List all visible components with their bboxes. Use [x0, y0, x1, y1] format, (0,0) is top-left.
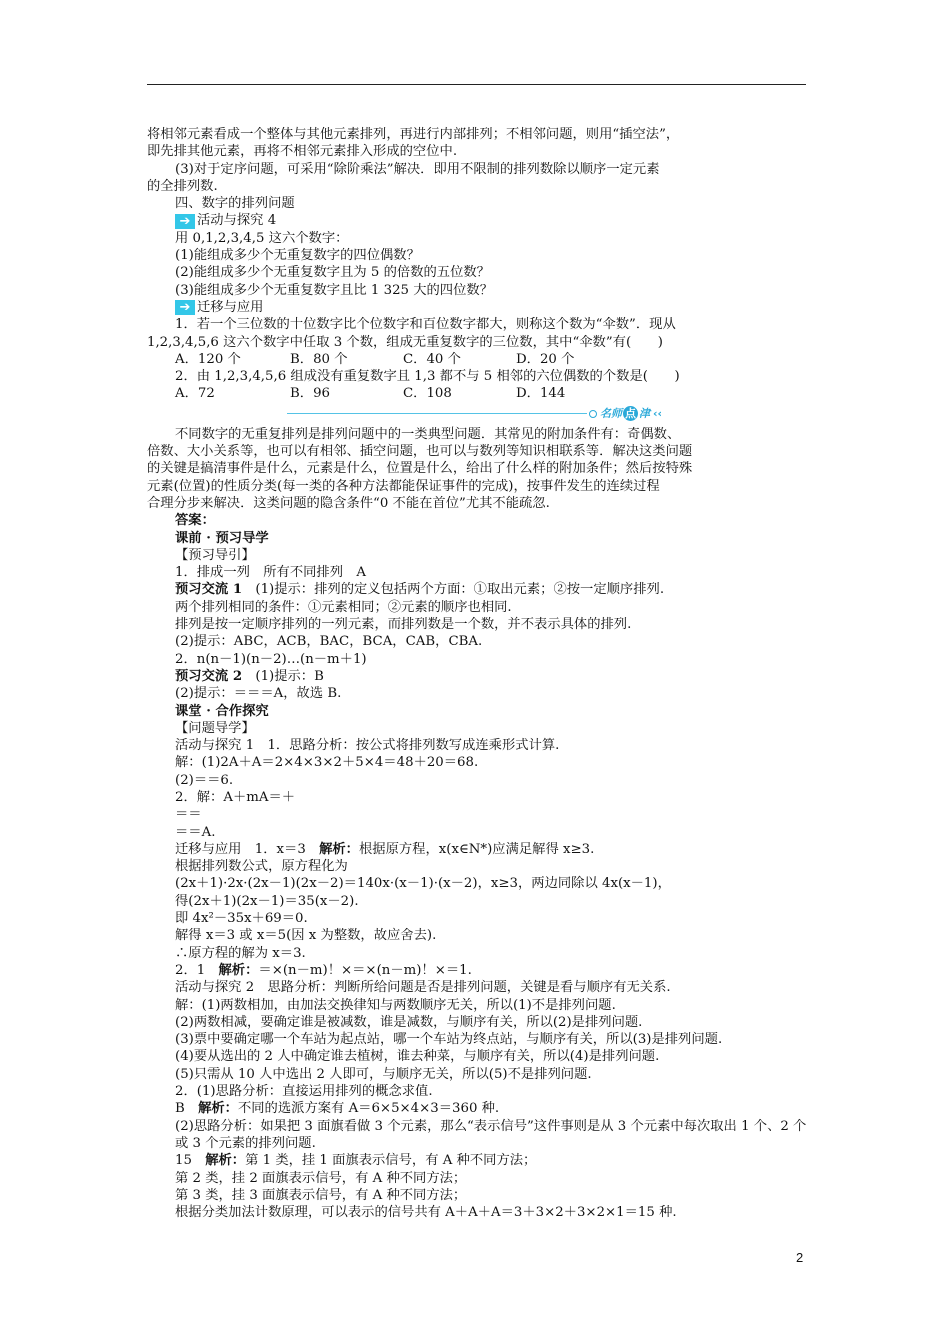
- badge-circle: 点: [625, 407, 636, 421]
- choice-b: B．96: [290, 386, 330, 402]
- choice-c: C．108: [403, 386, 452, 402]
- text-line: (2)思路分析：如果把 3 面旗看做 3 个元素，那么“表示信号”这件事则是从 3 个元素中每次取出 1 个、2 个或 3 个元素的排列问题.: [175, 1118, 807, 1151]
- text-line: (2)能组成多少个无重复数字且为 5 的倍数的五位数？: [175, 265, 490, 281]
- choice-a: A．72: [175, 386, 215, 402]
- tips-divider: [147, 404, 812, 424]
- question-line: 1．若一个三位数的十位数字比个位数字和百位数字都大，则称这个数为“伞数”．现从: [175, 317, 676, 333]
- section-title: 四、数字的排列问题: [175, 196, 295, 212]
- analysis-label: 解析：: [319, 841, 359, 857]
- exchange-text: (1)提示：B: [255, 668, 324, 684]
- badge-text-left: 名师: [600, 407, 622, 421]
- tip-line: 元素(位置)的性质分类(每一类的各种方法都能保证事件的完成)，按事件发生的连续过程: [147, 478, 660, 494]
- answer-prefix: 2．1: [175, 962, 219, 978]
- text-line: [147, 962, 812, 979]
- text-line: 的全排列数.: [147, 178, 218, 194]
- tip-line: 的关键是搞清事件是什么，元素是什么，位置是什么，给出了什么样的附加条件；然后按特殊: [147, 461, 693, 477]
- analysis-label: 解析：: [198, 1101, 238, 1117]
- sub-heading: 【问题导学】: [175, 720, 255, 736]
- text-line: ∴原方程的解为 x＝3.: [175, 945, 306, 961]
- answer-prefix: 15: [175, 1153, 206, 1169]
- circle-dot-icon: [589, 410, 597, 418]
- text-line: (2)＝＝6.: [175, 772, 234, 788]
- text-line: 第 2 类，挂 2 面旗表示信号，有 A 种不同方法；: [175, 1170, 467, 1186]
- divider-line: [287, 413, 587, 414]
- text-line: [147, 1152, 812, 1169]
- text-line: (2x＋1)·2x·(2x－1)(2x－2)＝140x·(x－1)·(x－2)，x≥3，两边同除以 4x(x－1)，: [175, 876, 671, 892]
- text-line: [147, 668, 812, 685]
- activity-tag: [147, 212, 812, 229]
- choice-d: D．144: [516, 386, 566, 402]
- chevron-left-icon: ‹‹: [653, 407, 663, 421]
- text-line: 将相邻元素看成一个整体与其他元素排列，再进行内部排列；不相邻问题，则用“插空法”，: [147, 127, 680, 142]
- text-line: 两个排列相同的条件：①元素相同；②元素的顺序也相同.: [175, 599, 512, 615]
- arrow-right-icon: ➔: [175, 214, 195, 229]
- text-line: 解：(1)2A＋A＝2×4×3×2＋5×4＝48＋20＝68.: [175, 755, 479, 771]
- tips-badge: [589, 406, 662, 422]
- text-line: 第 3 类，挂 3 面旗表示信号，有 A 种不同方法；: [175, 1187, 467, 1203]
- text-line: 得(2x＋1)(2x－1)＝35(x－2).: [175, 893, 359, 909]
- analysis-text: 根据原方程，x(x∈N*)应满足解得 x≥3.: [358, 841, 595, 857]
- text-line: 即先排其他元素，再将不相邻元素排入形成的空位中.: [147, 144, 458, 160]
- tip-line: 合理分步来解决．这类问题的隐含条件“0 不能在首位”尤其不能疏忽.: [147, 495, 550, 511]
- text-line: 活动与探究 1 1．思路分析：按公式将排列数写成连乘形式计算.: [175, 738, 560, 754]
- text-line: [147, 841, 812, 858]
- analysis-text: 不同的选派方案有 A＝6×5×4×3＝360 种.: [237, 1101, 500, 1117]
- text-line: 即 4x²－35x＋69＝0.: [175, 911, 308, 927]
- choice-a: A．120 个: [175, 351, 241, 367]
- text-line: ＝＝: [175, 807, 202, 823]
- text-line: 解得 x＝3 或 x＝5(因 x 为整数，故应舍去).: [175, 928, 437, 944]
- question-line: 1,2,3,4,5,6 这六个数字中任取 3 个数，组成无重复数字的三位数，其中“伞数”有( ): [147, 334, 663, 350]
- sub-heading: 【预习导引】: [175, 547, 255, 563]
- badge-text-right: 津: [639, 407, 650, 421]
- text-line: (5)只需从 10 人中选出 2 人即可，与顺序无关，所以(5)不是排列问题.: [175, 1066, 592, 1082]
- text-line: 1．排成一列 所有不同排列 A: [175, 565, 366, 581]
- analysis-text: 第 1 类，挂 1 面旗表示信号，有 A 种不同方法；: [245, 1153, 537, 1169]
- text-line: (3)能组成多少个无重复数字且比 1 325 大的四位数？: [175, 282, 493, 298]
- text-line: (2)提示：＝＝＝A，故选 B.: [175, 686, 342, 702]
- text-line: (2)提示：ABC，ACB，BAC，BCA，CAB，CBA.: [175, 634, 483, 650]
- text-line: (2)两数相减，要确定谁是被减数，谁是减数，与顺序有关，所以(2)是排列问题.: [175, 1014, 643, 1030]
- choice-b: B．80 个: [290, 351, 348, 367]
- section-heading: 课堂 · 合作探究: [175, 703, 269, 719]
- tip-line: 倍数、大小关系等，也可以有相邻、插空问题，也可以与数列等知识相联系等．解决这类问题: [147, 444, 693, 460]
- answer-prefix: B: [175, 1101, 199, 1117]
- text-line: 2．n(n－1)(n－2)…(n－m＋1): [175, 651, 367, 667]
- choice-d: D．20 个: [516, 351, 575, 367]
- exchange-label: 预习交流 2: [175, 668, 243, 684]
- text-line: 排列是按一定顺序排列的一列元素，而排列数是一个数，并不表示具体的排列.: [175, 617, 632, 633]
- text-line: (1)能组成多少个无重复数字的四位偶数？: [175, 248, 420, 264]
- text-line: (4)要从选出的 2 人中确定谁去植树，谁去种菜，与顺序有关，所以(4)是排列问题.: [175, 1049, 660, 1065]
- text-line: [147, 581, 812, 598]
- choice-c: C．40 个: [403, 351, 461, 367]
- exchange-label: 预习交流 1: [175, 582, 243, 598]
- analysis-label: 解析：: [205, 1153, 246, 1169]
- choices-q1: [147, 351, 812, 368]
- text-line: 2．解：A＋mA＝＋: [175, 789, 296, 805]
- document-body: [147, 126, 812, 1221]
- practice-tag-label: 迁移与应用: [197, 299, 264, 315]
- question-line: 2．由 1,2,3,4,5,6 组成没有重复数字且 1,3 都不与 5 相邻的六位偶数的个数是( ): [175, 369, 680, 385]
- text-line: (3)对于定序问题，可采用“除阶乘法”解决．即用不限制的排列数除以顺序一定元素: [175, 161, 660, 177]
- page-number: 2: [796, 1250, 804, 1265]
- text-line: ＝＝A.: [175, 824, 216, 840]
- section-heading: 课前 · 预习导学: [175, 530, 269, 546]
- text-line: 用 0,1,2,3,4,5 这六个数字：: [175, 230, 349, 246]
- text-line: 根据分类加法计数原理，可以表示的信号共有 A＋A＋A＝3＋3×2＋3×2×1＝15 种.: [175, 1205, 677, 1221]
- activity-tag-label: 活动与探究 4: [197, 213, 277, 229]
- tip-line: 不同数字的无重复排列是排列问题中的一类典型问题．其常见的附加条件有：奇偶数、: [175, 426, 681, 442]
- practice-tag: [147, 299, 812, 316]
- answers-label: 答案：: [175, 513, 215, 529]
- header-rule: [147, 84, 806, 85]
- answer-prefix: 迁移与应用 1．x＝3: [175, 841, 320, 857]
- text-line: 解：(1)两数相加，由加法交换律知与两数顺序无关，所以(1)不是排列问题.: [175, 997, 616, 1013]
- choices-q2: [147, 385, 812, 402]
- text-line: 2．(1)思路分析：直接运用排列的概念求值.: [175, 1084, 433, 1100]
- text-line: 根据排列数公式，原方程化为: [175, 859, 348, 875]
- arrow-right-icon: ➔: [175, 300, 195, 315]
- analysis-text: ＝×(n－m)！×＝×(n－m)！×＝1.: [258, 962, 472, 978]
- exchange-text: (1)提示：排列的定义包括两个方面：①取出元素；②按一定顺序排列.: [255, 582, 665, 598]
- text-line: [147, 1100, 812, 1117]
- text-line: 活动与探究 2 思路分析：判断所给问题是否是排列问题，关键是看与顺序有无关系.: [175, 980, 671, 996]
- text-line: (3)票中要确定哪一个车站为起点站，哪一个车站为终点站，与顺序有关，所以(3)是排列问题.: [175, 1032, 723, 1048]
- analysis-label: 解析：: [218, 962, 259, 978]
